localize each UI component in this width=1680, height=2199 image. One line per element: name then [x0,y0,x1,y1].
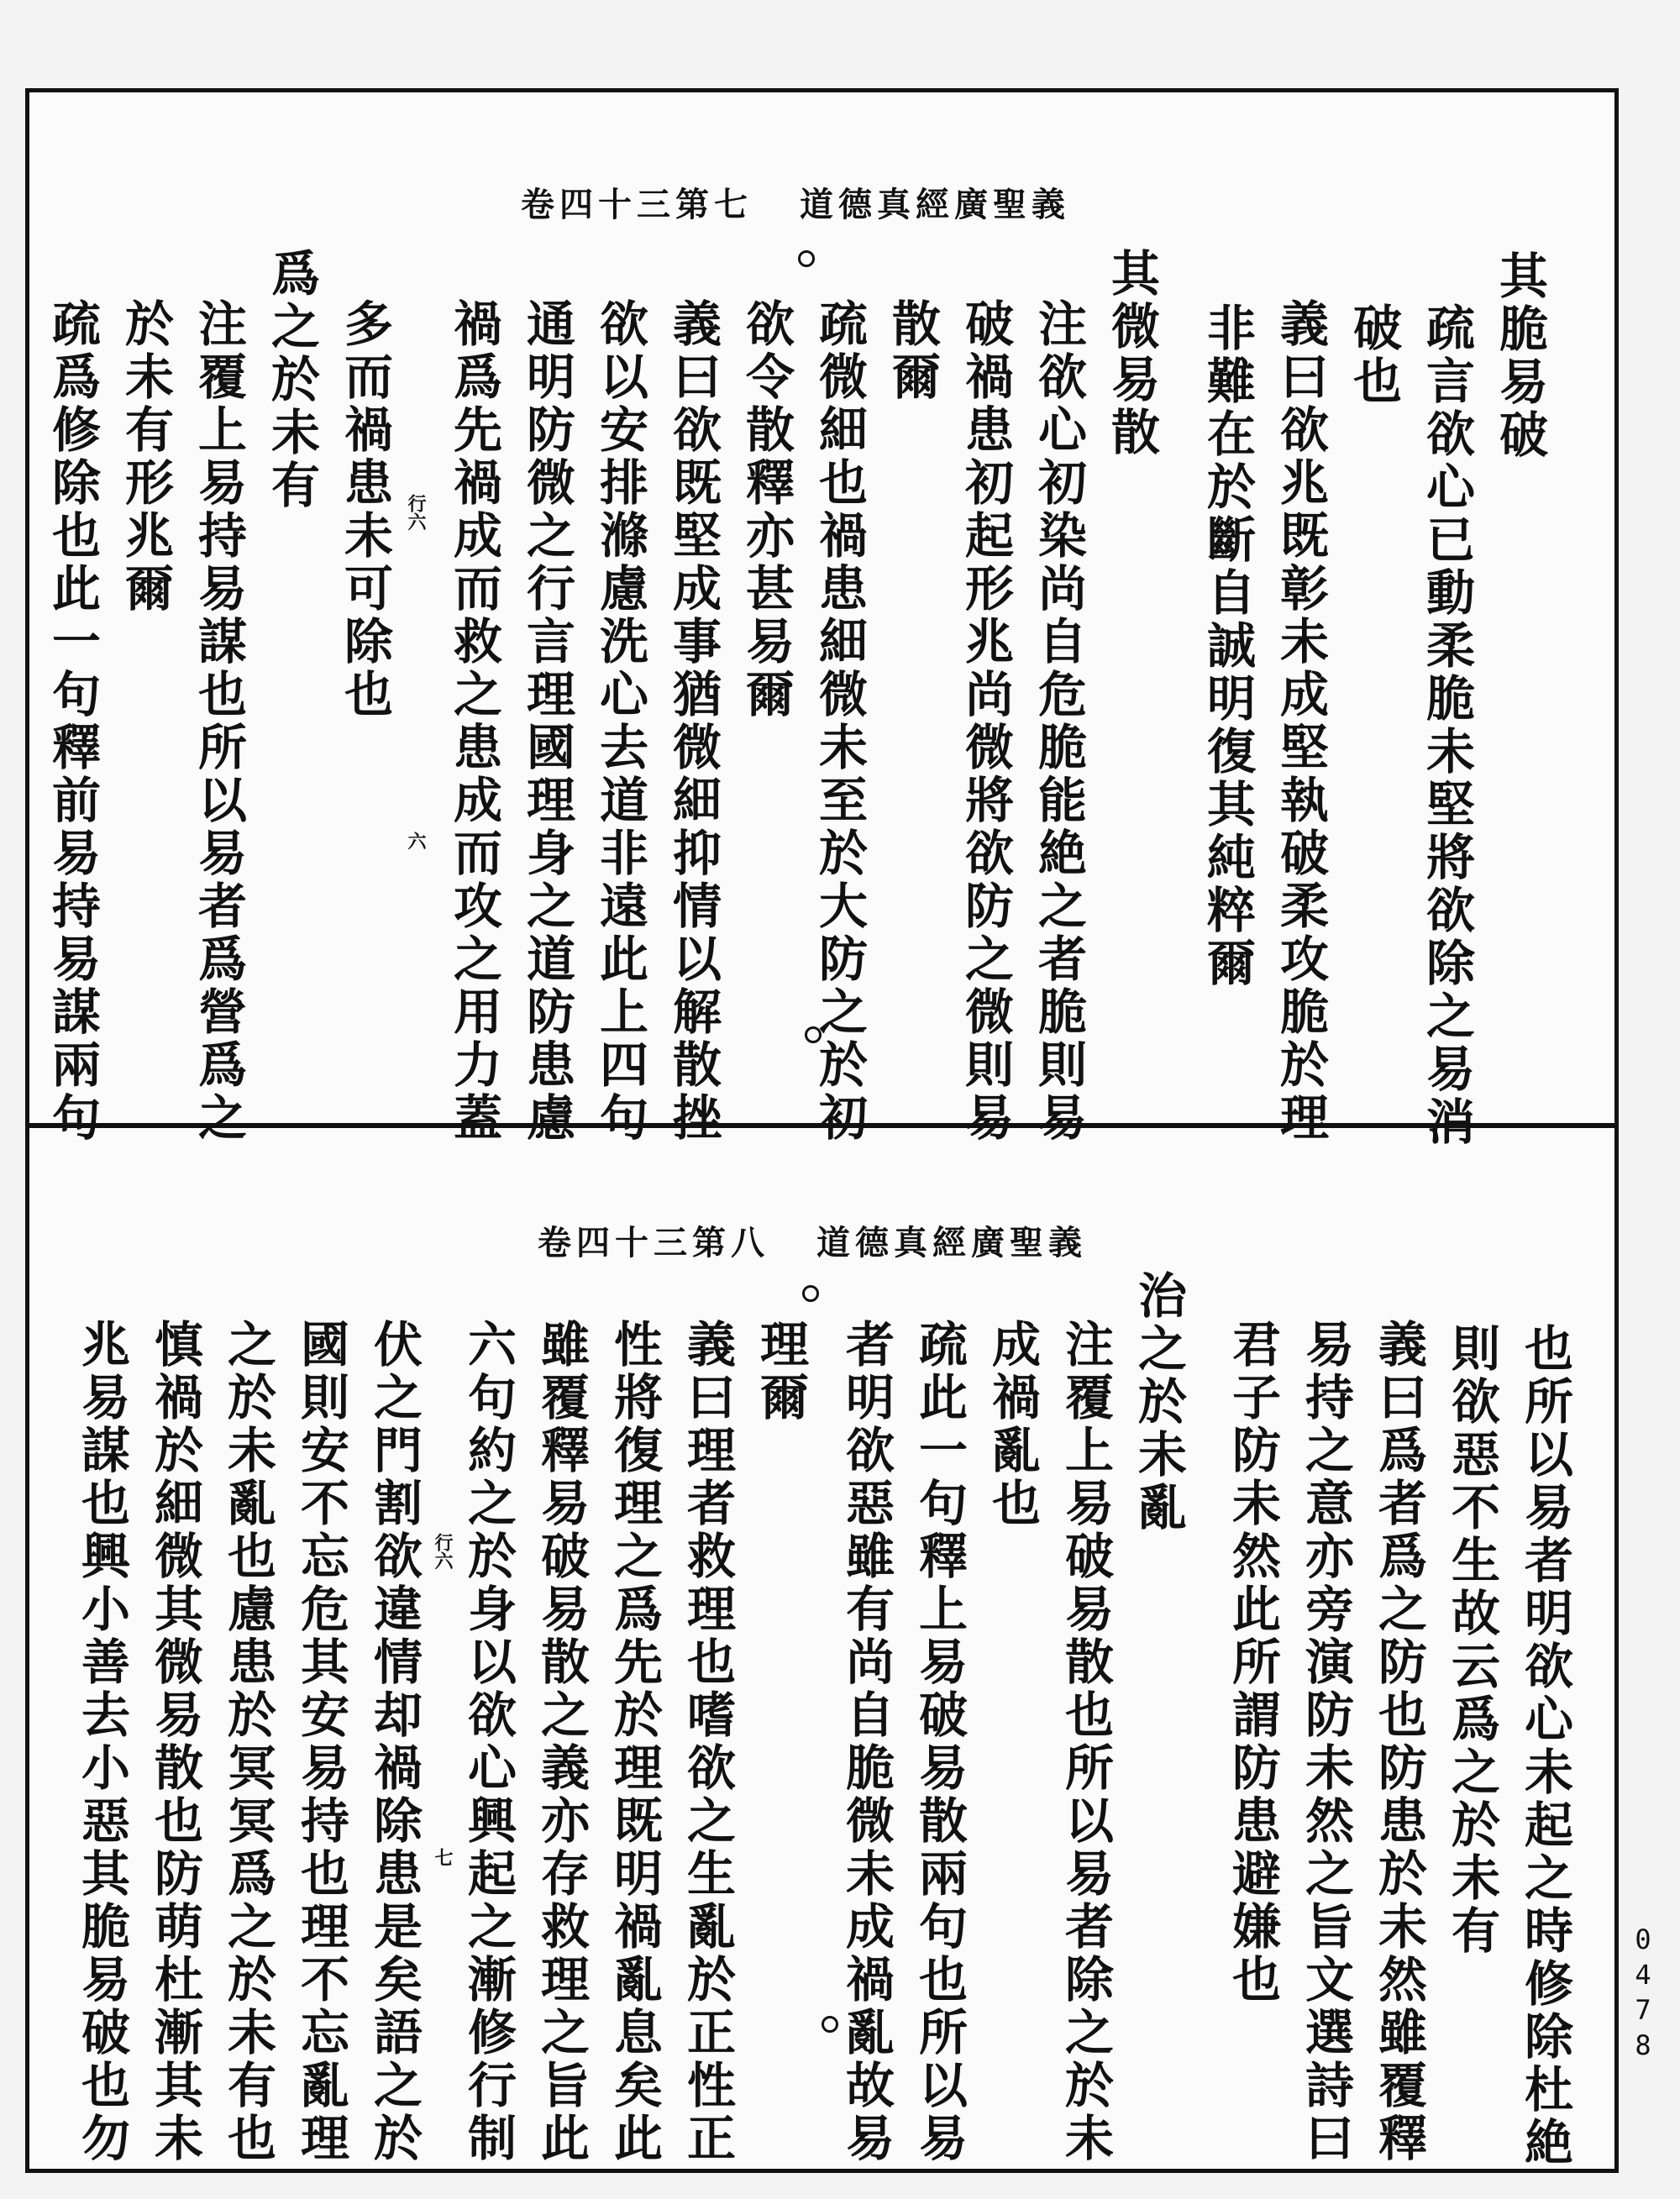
top-column: 其脆易破 [1491,250,1548,462]
top-column: 於未有形兆爾 [117,298,174,616]
line-mark: 七 [432,1848,454,1866]
top-header-volume: 卷四十三第七 [521,185,753,224]
top-column: 散爾 [884,298,941,404]
top-column: 義曰欲既堅成事猶微細抑情以解散挫 [664,298,722,1145]
bottom-column: 理爾 [752,1319,809,1425]
bottom-column: 君子防未然此所謂防患避嫌也 [1224,1319,1281,2007]
top-header-title: 道德真經廣聖義 [800,185,1070,224]
top-column: 欲以安排滌慮洗心去道非遠此上四句 [591,298,648,1145]
line-mark: 六 [405,832,427,850]
bottom-column: 慎禍於細微其微易散也防萌杜漸其未 [146,1319,203,2165]
bottom-column: 義曰理者救理也嗜欲之生亂於正性正 [679,1319,736,2165]
top-column: 破也 [1345,302,1402,408]
line-mark: 行六 [432,1533,454,1570]
bottom-header-volume: 卷四十三第八 [538,1223,769,1262]
bottom-column: 國則安不忘危其安易持也理不忘亂理 [292,1319,349,2165]
bottom-column: 六句約之於身以欲心興起之漸修行制 [459,1319,517,2165]
bottom-column: 也所以易者明欲心未起之時修除杜絶 [1516,1323,1573,2170]
bottom-column: 治之於未亂 [1130,1270,1187,1535]
line-mark: 行六 [405,494,427,531]
bottom-page-header [538,1216,1087,1264]
top-column: 義曰欲兆既彰未成堅執破柔攻脆於理 [1272,298,1329,1145]
bottom-column: 兆易謀也興小善去小惡其脆易破也勿 [73,1319,130,2165]
top-column: 爲之於未有 [263,248,320,512]
bottom-column: 者明欲惡雖有尚自脆微未成禍亂故易 [837,1319,895,2165]
top-column: 禍爲先禍成而救之患成而攻之用力蓋 [445,298,502,1145]
page-number: 0478 [1627,1923,1659,2065]
bottom-column: 之於未亂也慮患於冥冥爲之於未有也 [219,1319,276,2165]
top-column: 疏微細也禍患細微未至於大防之於初 [811,298,868,1145]
top-column: 非難在於斷自誠明復其純粹爾 [1199,302,1256,990]
top-column: 多而禍患未可除也 [336,298,393,722]
top-page-header [521,178,1070,226]
top-column: 欲令散釋亦甚易爾 [738,298,795,722]
top-column: 其微易散 [1103,248,1160,459]
bottom-column: 疏此一句釋上易破易散兩句也所以易 [911,1319,968,2165]
bottom-column: 性將復理之爲先於理既明禍亂息矣此 [606,1319,663,2165]
bottom-column: 雖覆釋易破易散之義亦存救理之旨此 [533,1319,590,2165]
bottom-column: 伏之門割欲違情却禍除患是矣語之於 [365,1319,423,2165]
circle-mark [822,2016,838,2033]
bottom-header-title: 道德真經廣聖義 [816,1223,1087,1262]
top-column: 注欲心初染尚自危脆能絶之者脆則易 [1030,298,1087,1145]
bottom-column: 則欲惡不生故云爲之於未有 [1443,1323,1500,1958]
top-column: 破禍患初起形兆尚微將欲防之微則易 [957,298,1014,1145]
bottom-column: 義曰爲者爲之防也防患於未然雖覆釋 [1370,1319,1427,2165]
bottom-column: 注覆上易破易散也所以易者除之於未 [1057,1319,1114,2165]
bottom-column: 成禍亂也 [984,1319,1041,1530]
top-column: 疏言欲心已動柔脆未堅將欲除之易消 [1418,302,1475,1149]
top-column: 疏爲修除也此一句釋前易持易謀兩句 [44,298,101,1145]
top-column: 注覆上易持易謀也所以易者爲營爲之 [190,298,247,1145]
circle-mark [802,1285,819,1302]
bottom-column: 易持之意亦旁演防未然之旨文選詩曰 [1297,1319,1354,2165]
circle-mark [798,250,815,267]
top-column: 通明防微之行言理國理身之道防患慮 [518,298,575,1145]
